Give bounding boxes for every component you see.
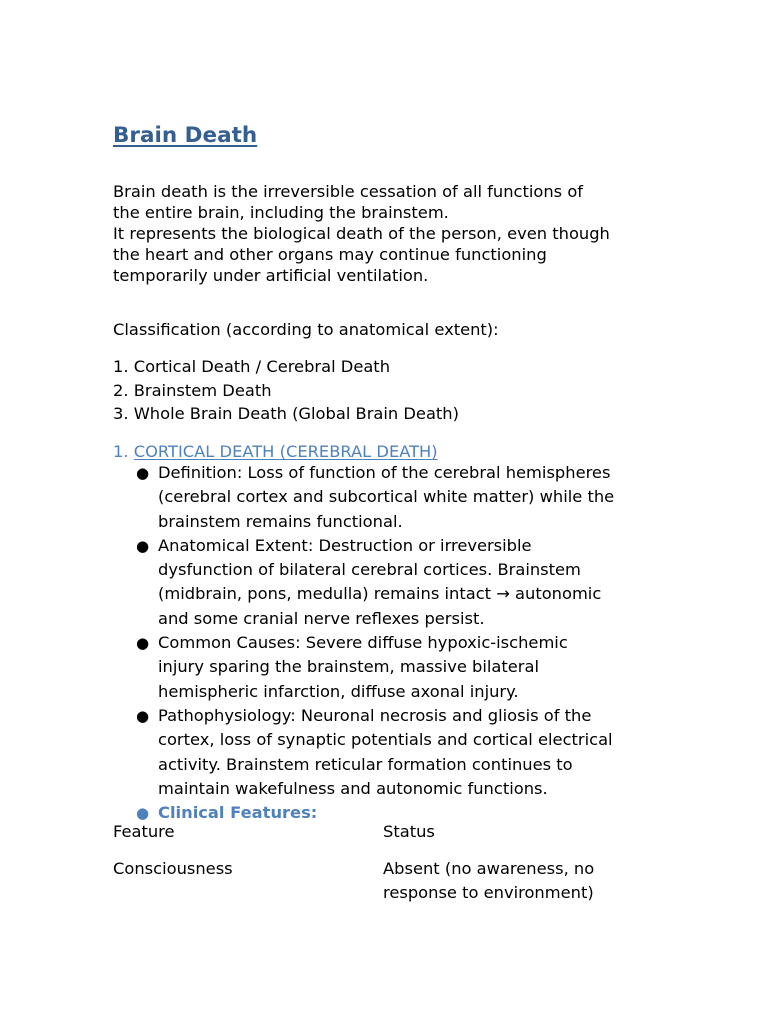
table-cell-feature: Consciousness: [113, 859, 233, 878]
bullet-line: Definition: Loss of function of the cerebral hemispheres: [158, 463, 611, 482]
table-header-feature: Feature: [113, 822, 175, 841]
table-cell-line: Absent (no awareness, no: [383, 859, 595, 878]
bullet-item-pathophysiology: [136, 704, 666, 801]
bullet-icon: ●: [136, 536, 150, 555]
bullet-icon: ●: [136, 634, 150, 653]
bullet-line: Anatomical Extent: Destruction or irreversible: [158, 535, 532, 555]
section-bullet-list: [136, 461, 666, 825]
bullet-line: brainstem remains functional.: [158, 511, 403, 531]
bullet-line: hemispheric infarction, diffuse axonal injury.: [158, 681, 519, 701]
table-cell-line: response to environment): [383, 883, 594, 902]
intro-line: the entire brain, including the brainstem.: [113, 203, 449, 222]
section-title-link[interactable]: CORTICAL DEATH (CEREBRAL DEATH): [133, 442, 438, 461]
classification-item: 2. Brainstem Death: [113, 380, 272, 400]
classification-heading: Classification (according to anatomical extent):: [113, 320, 499, 339]
classification-item: 1. Cortical Death / Cerebral Death: [113, 357, 391, 376]
table-row: [113, 857, 673, 905]
intro-line: the heart and other organs may continue functioning: [113, 245, 547, 264]
bullet-line: (cerebral cortex and subcortical white matter) while the: [158, 487, 615, 507]
bullet-line: maintain wakefulness and autonomic functions.: [158, 778, 548, 798]
table-header-status: Status: [383, 822, 435, 841]
bullet-line: activity. Brainstem reticular formation continues to: [158, 754, 573, 774]
classification-item: 3. Whole Brain Death (Global Brain Death): [113, 404, 459, 423]
section-number: 1.: [113, 442, 129, 461]
bullet-item-common-causes: [136, 631, 666, 704]
bullet-line: injury sparing the brainstem, massive bilateral: [158, 657, 539, 677]
intro-line: Brain death is the irreversible cessation of all functions of: [113, 182, 584, 201]
bullet-line: and some cranial nerve reflexes persist.: [158, 608, 485, 628]
intro-line: It represents the biological death of the person, even though: [113, 224, 610, 243]
bullet-icon: ●: [136, 804, 150, 823]
intro-line: temporarily under artificial ventilation.: [113, 266, 429, 285]
bullet-item-definition: [136, 461, 666, 534]
document-title: Brain Death: [113, 123, 258, 148]
bullet-line: cortex, loss of synaptic potentials and cortical electrical: [158, 730, 613, 750]
intro-paragraph: [113, 181, 673, 286]
section-heading: [113, 440, 438, 463]
clinical-features-label: Clinical Features:: [158, 803, 318, 823]
bullet-line: dysfunction of bilateral cerebral cortices. Brainstem: [158, 560, 581, 580]
bullet-item-anatomical-extent: [136, 534, 666, 631]
bullet-line: Pathophysiology: Neuronal necrosis and gliosis of the: [158, 705, 592, 725]
bullet-icon: ●: [136, 706, 150, 725]
classification-list: [113, 355, 459, 426]
bullet-icon: ●: [136, 464, 150, 482]
bullet-line: Common Causes: Severe diffuse hypoxic-ischemic: [158, 633, 568, 653]
clinical-features-table: [113, 820, 673, 905]
table-cell-status: [383, 857, 673, 905]
table-header-row: [113, 820, 673, 844]
bullet-line: (midbrain, pons, medulla) remains intact → autonomic: [158, 584, 602, 604]
